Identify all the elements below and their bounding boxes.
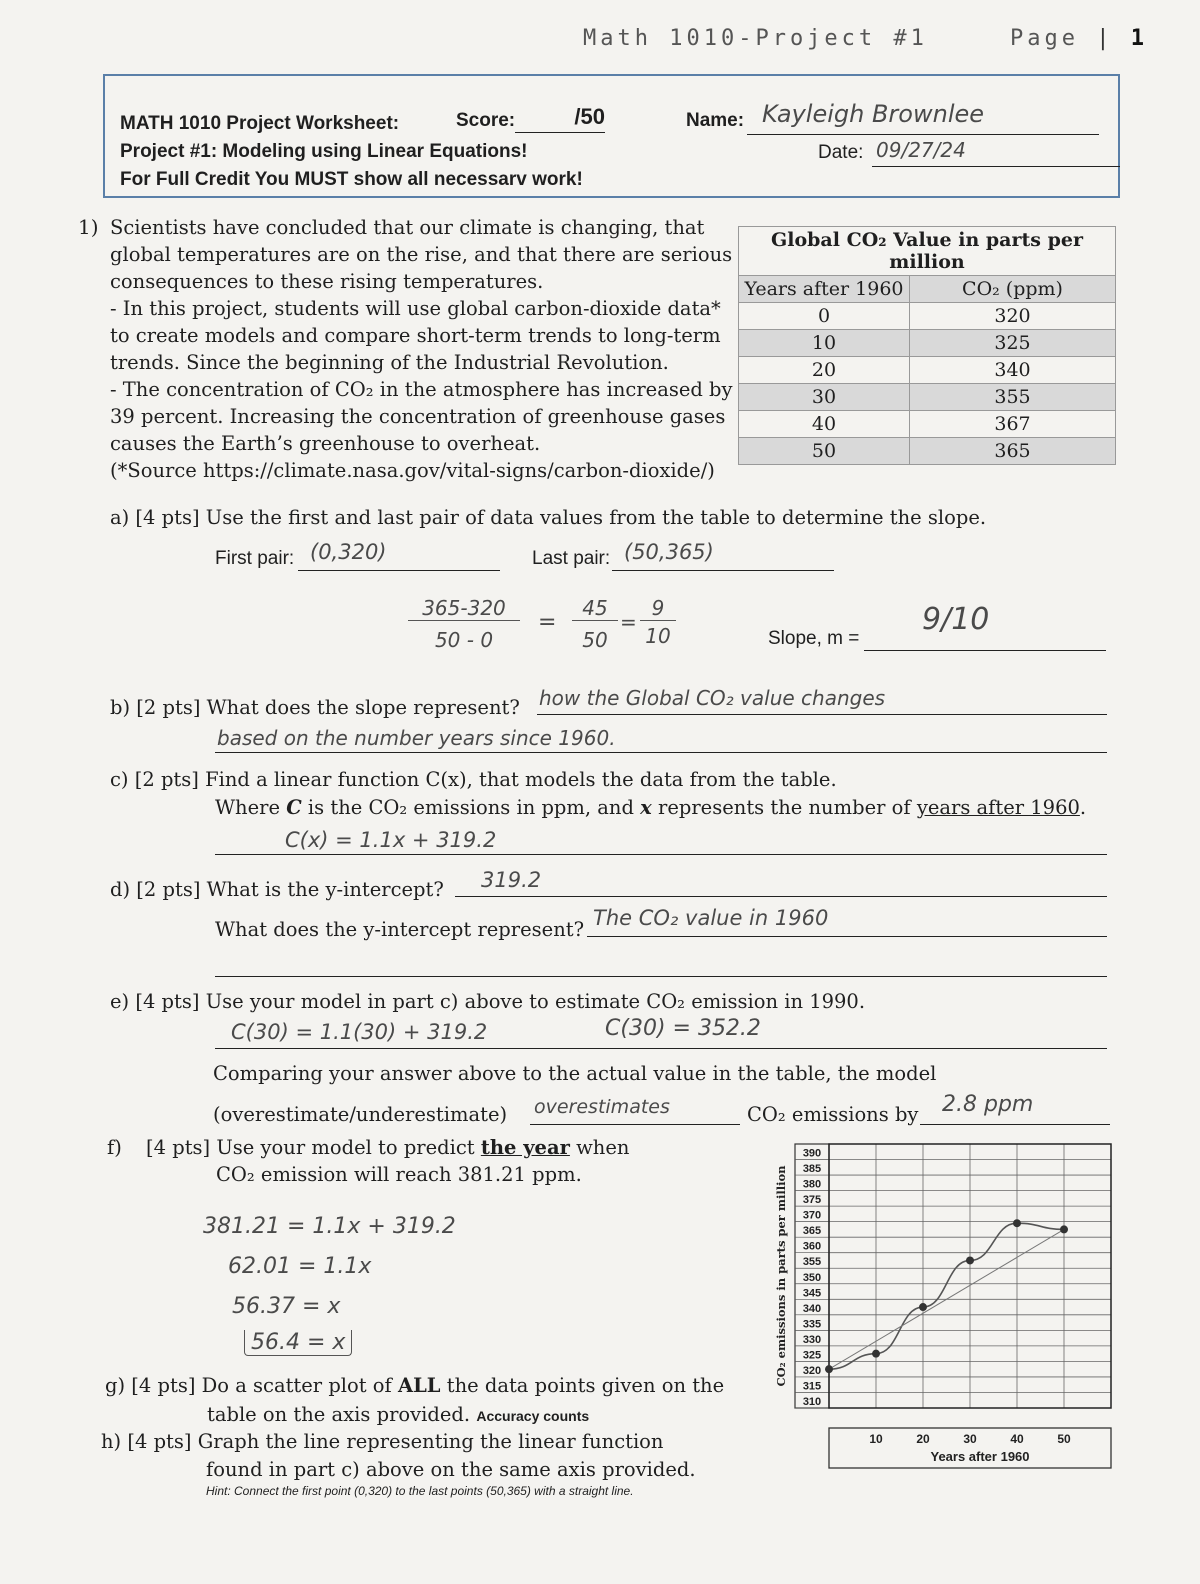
co2-data-table <box>738 226 1116 465</box>
text-span: ALL <box>397 1374 441 1397</box>
part-b-prompt: b) [2 pts] What does the slope represent? <box>110 696 520 719</box>
text-span: Where <box>215 796 287 819</box>
intro-line: Scientists have concluded that our climate is changing, that <box>110 216 705 239</box>
text-span: . <box>1079 796 1087 819</box>
score-value: /50 <box>574 104 605 129</box>
part-e-by-label: CO₂ emissions by <box>747 1103 919 1126</box>
table-header-co2: CO₂ (ppm) <box>910 276 1116 303</box>
chart-svg <box>755 1140 1115 1470</box>
part-g-prompt <box>105 1372 724 1399</box>
x-tick-label: 50 <box>1057 1432 1071 1446</box>
y-tick-label: 370 <box>802 1209 822 1222</box>
text-span: C <box>286 796 302 819</box>
part-c-prompt: c) [2 pts] Find a linear function C(x), that models the data from the table. <box>110 768 837 791</box>
x-tick-label: 40 <box>1010 1432 1024 1446</box>
part-d-answer-field <box>455 870 1107 897</box>
text-span: represents the number of <box>651 796 917 819</box>
y-tick-label: 320 <box>802 1364 822 1377</box>
part-e-compare: Comparing your answer above to the actual value in the table, the model <box>213 1062 937 1085</box>
intro-source: (*Source https://climate.nasa.gov/vital-signs/carbon-dioxide/) <box>110 459 715 482</box>
intro-text <box>110 214 750 484</box>
name-label: Name: <box>686 110 745 131</box>
part-e-work-1: C(30) = 1.1(30) + 319.2 <box>231 1020 488 1044</box>
part-h-prompt-2: found in part c) above on the same axis provided. <box>206 1458 696 1481</box>
intro-line: causes the Earth’s greenhouse to overheat. <box>110 432 541 455</box>
page-header-course: Math 1010-Project #1 <box>583 26 928 51</box>
data-point <box>966 1256 974 1264</box>
part-d-blank-line <box>215 950 1107 977</box>
date-field <box>872 138 1120 167</box>
name-field <box>747 100 1099 135</box>
part-d-prompt: d) [2 pts] What is the y-intercept? <box>110 878 444 901</box>
table-cell-co2: 340 <box>910 357 1116 384</box>
y-tick-label: 350 <box>802 1271 822 1284</box>
table-cell-years: 0 <box>739 303 910 330</box>
part-e-prompt: e) [4 pts] Use your model in part c) above to estimate CO₂ emission in 1990. <box>110 990 866 1013</box>
header-title-line1: MATH 1010 Project Worksheet: <box>120 113 400 134</box>
y-tick-label: 365 <box>802 1225 822 1238</box>
table-row <box>739 330 1116 357</box>
part-c-answer-field <box>215 828 1107 855</box>
table-cell-years: 40 <box>739 411 910 438</box>
intro-line: - In this project, students will use global carbon-dioxide data* <box>110 297 721 320</box>
slope-work-denominator: 50 - 0 <box>434 628 494 652</box>
slope-work-equals-2: = <box>620 610 637 634</box>
part-e-choice-value: overestimates <box>534 1096 670 1118</box>
part-h-prompt: h) [4 pts] Graph the line representing the linear function <box>101 1430 664 1453</box>
table-row <box>739 357 1116 384</box>
question-number: 1) <box>78 215 99 239</box>
header-title-line3: For Full Credit You MUST show all necessarv work! <box>120 169 583 190</box>
table-cell-years: 10 <box>739 330 910 357</box>
text-span: [4 pts] Use your model to predict <box>146 1136 481 1159</box>
x-tick-label: 30 <box>963 1432 977 1446</box>
text-span: years after 1960 <box>916 796 1080 819</box>
first-pair-label: First pair: <box>215 548 295 569</box>
table-row <box>739 411 1116 438</box>
y-axis-label: CO₂ emissions in parts per million <box>774 1165 788 1387</box>
score-label: Score: <box>456 110 516 131</box>
text-span: Accuracy counts <box>476 1408 590 1424</box>
part-h-hint: Hint: Connect the first point (0,320) to the last points (50,365) with a straight line. <box>206 1484 634 1498</box>
part-b-answer-text-2: based on the number years since 1960. <box>217 726 616 750</box>
slope-label: Slope, m = <box>768 628 860 649</box>
text-span: x <box>640 796 652 819</box>
last-pair-label: Last pair: <box>532 548 611 569</box>
part-f-work-4: 56.4 = x <box>244 1330 352 1356</box>
y-tick-label: 385 <box>802 1163 822 1176</box>
slope-work-equals: = <box>538 610 557 635</box>
date-label: Date: <box>818 142 864 163</box>
text-span: when <box>569 1136 630 1159</box>
table-cell-co2: 365 <box>910 438 1116 465</box>
table-row <box>739 303 1116 330</box>
x-tick-label: 10 <box>869 1432 883 1446</box>
part-e-choice-label: (overestimate/underestimate) <box>213 1103 508 1126</box>
name-value: Kayleigh Brownlee <box>762 100 985 128</box>
text-span: the data points given on the <box>440 1374 725 1397</box>
table-row <box>739 438 1116 465</box>
y-tick-label: 360 <box>802 1240 822 1253</box>
intro-line: 39 percent. Increasing the concentration of greenhouse gases <box>110 405 726 428</box>
y-tick-label: 330 <box>802 1333 822 1346</box>
slope-work-numerator-2: 45 <box>572 596 618 621</box>
table-cell-years: 50 <box>739 438 910 465</box>
part-f-label: f) <box>107 1136 122 1159</box>
y-tick-label: 345 <box>802 1287 822 1300</box>
text-span: table on the axis provided. <box>207 1403 477 1426</box>
part-f-work-3: 56.37 = x <box>232 1294 341 1319</box>
intro-line: consequences to these rising temperatures. <box>110 270 544 293</box>
part-g-prompt-2 <box>207 1401 589 1430</box>
slope-field <box>864 602 1106 651</box>
data-curve <box>829 1223 1064 1369</box>
co2-scatter-chart <box>755 1140 1115 1470</box>
part-d-answer-field-2 <box>587 906 1107 937</box>
table-cell-co2: 355 <box>910 384 1116 411</box>
y-tick-label: 375 <box>802 1194 822 1207</box>
part-b-answer-line2 <box>215 726 1107 753</box>
y-tick-label: 380 <box>802 1178 822 1191</box>
data-point <box>919 1303 927 1311</box>
y-tick-label: 335 <box>802 1318 822 1331</box>
y-tick-label: 325 <box>802 1349 822 1362</box>
intro-line: global temperatures are on the rise, and that there are serious <box>110 243 733 266</box>
part-e-choice-field <box>530 1098 740 1125</box>
x-axis-label: Years after 1960 <box>930 1449 1030 1464</box>
slope-value: 9/10 <box>922 602 990 637</box>
first-pair-value: (0,320) <box>310 540 387 564</box>
part-c-answer: C(x) = 1.1x + 319.2 <box>285 828 497 852</box>
intro-line: trends. Since the beginning of the Industrial Revolution. <box>110 351 669 374</box>
slope-work-numerator: 365-320 <box>408 596 520 621</box>
data-point <box>1013 1219 1021 1227</box>
part-f-work-2: 62.01 = 1.1x <box>228 1254 372 1279</box>
table-cell-co2: 367 <box>910 411 1116 438</box>
table-header-row <box>739 276 1116 303</box>
table-cell-years: 30 <box>739 384 910 411</box>
part-f-prompt <box>146 1134 629 1161</box>
y-tick-label: 340 <box>802 1302 822 1315</box>
part-b-answer-text: how the Global CO₂ value changes <box>539 686 886 710</box>
score-field <box>515 104 605 133</box>
table-cell-co2: 320 <box>910 303 1116 330</box>
y-tick-label: 310 <box>802 1396 822 1408</box>
slope-work-denominator-3: 10 <box>645 624 671 648</box>
y-tick-label: 355 <box>802 1256 822 1269</box>
part-d-answer: 319.2 <box>481 868 542 892</box>
slope-work-denominator-2: 50 <box>582 628 608 652</box>
intro-line: to create models and compare short-term trends to long-term <box>110 324 721 347</box>
part-f-work-1: 381.21 = 1.1x + 319.2 <box>203 1214 456 1239</box>
text-span: the year <box>480 1136 570 1159</box>
table-cell-years: 20 <box>739 357 910 384</box>
data-point <box>1060 1225 1068 1233</box>
part-e-work-field <box>215 1016 1107 1049</box>
data-point <box>872 1350 880 1358</box>
text-span: g) [4 pts] Do a scatter plot of <box>105 1374 398 1397</box>
table-title: Global CO₂ Value in parts per million <box>738 226 1116 275</box>
part-e-by-value: 2.8 ppm <box>942 1092 1034 1117</box>
y-tick-label: 315 <box>802 1380 822 1393</box>
data-point <box>825 1365 833 1373</box>
page-number: 1 <box>1130 26 1148 51</box>
part-e-by-field <box>920 1092 1110 1125</box>
text-span: is the CO₂ emissions in ppm, and <box>301 796 641 819</box>
part-b-answer-line1 <box>537 688 1107 715</box>
part-a-prompt: a) [4 pts] Use the first and last pair of data values from the table to determine the slope. <box>110 506 987 529</box>
x-tick-label: 20 <box>916 1432 930 1446</box>
table-row <box>739 384 1116 411</box>
slope-work-numerator-3: 9 <box>640 596 676 621</box>
intro-line: - The concentration of CO₂ in the atmosphere has increased by <box>110 378 733 401</box>
part-f-prompt-2: CO₂ emission will reach 381.21 ppm. <box>216 1163 582 1186</box>
header-title-line2: Project #1: Modeling using Linear Equations! <box>120 141 528 162</box>
last-pair-field <box>612 540 834 571</box>
first-pair-field <box>298 540 500 571</box>
table-header-years: Years after 1960 <box>739 276 910 303</box>
last-pair-value: (50,365) <box>624 540 714 564</box>
part-e-work-2: C(30) = 352.2 <box>605 1016 761 1041</box>
part-c-prompt-2 <box>215 794 1086 821</box>
part-d-prompt-2: What does the y-intercept represent? <box>215 918 585 941</box>
table-cell-co2: 325 <box>910 330 1116 357</box>
date-value: 09/27/24 <box>876 138 966 162</box>
y-tick-label: 390 <box>802 1147 822 1160</box>
page-label: Page <box>1010 26 1079 51</box>
part-d-answer-2: The CO₂ value in 1960 <box>593 906 829 930</box>
page-header-page: Page | 1 <box>1010 26 1148 51</box>
